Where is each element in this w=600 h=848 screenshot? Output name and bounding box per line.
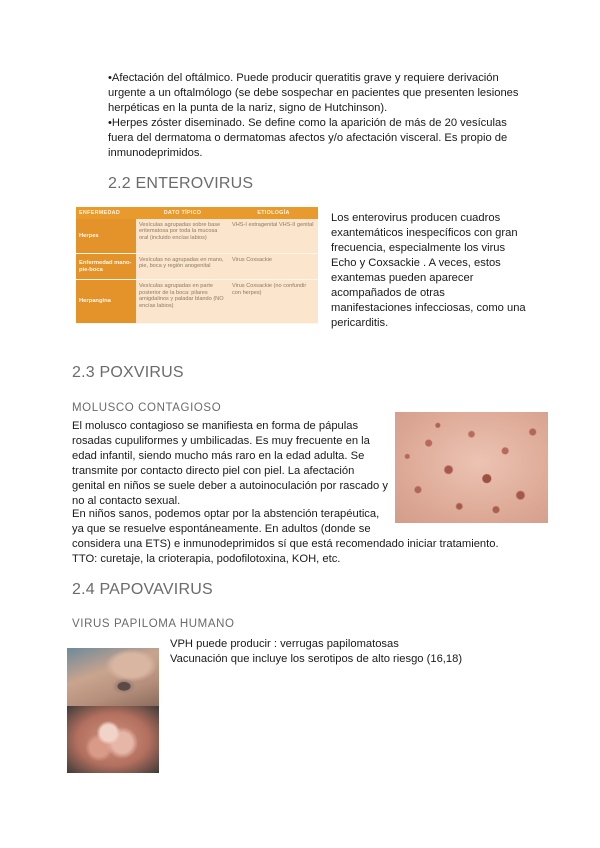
poxvirus-heading: 2.3 POXVIRUS (72, 364, 184, 381)
vph-line-1: VPH puede producir : verrugas papilomatosas (170, 638, 399, 650)
table-cell-etiology: VHS-I extragenital VHS-II genital (229, 219, 318, 253)
molusco-treatment-b: considera una ETS) e inmunodeprimidos sí que está recomendado iniciar tratamiento. (72, 538, 499, 550)
table-cell-etiology: Virus Coxsackie (no confundir con herpes) (229, 280, 318, 324)
bullet-zoster-diseminado: •Herpes zóster diseminado. Se define como la aparición de más de 20 vesículas fuera del dermatoma o dermatomas afectos y/o afectación visceral. Es propio de inmunodeprimidos. (108, 117, 508, 159)
molusco-tto: TTO: curetaje, la crioterapia, podofilotoxina, KOH, etc. (72, 553, 341, 565)
table-row (76, 253, 318, 279)
table-cell-fact: Vesículas no agrupadas en mano, pie, boca y región anogenital (136, 253, 229, 279)
molusco-skin-photo (395, 412, 548, 523)
table-cell-disease: Herpes (76, 219, 136, 253)
table-row (76, 280, 318, 324)
table-header-etiologia: ETIOLOGÍA (229, 207, 318, 219)
enterovirus-description: Los enterovirus producen cuadros exantemáticos inespecíficos con gran frecuencia, especialmente los virus Echo y Coxsackie . A veces, estos exantemas pueden aparecer acompañados de otras manifestaciones infecciosas, como una pericarditis. (331, 212, 526, 329)
molusco-subheading: MOLUSCO CONTAGIOSO (72, 402, 222, 414)
table-cell-etiology: Virus Coxsackie (229, 253, 318, 279)
table-cell-disease: Enfermedad mano-pie-boca (76, 253, 136, 279)
table-header-dato: DATO TÍPICO (136, 207, 229, 219)
enterovirus-table-image (76, 207, 318, 324)
table-row (76, 219, 318, 253)
table-cell-fact: Vesículas agrupadas sobre base eritematosa por toda la mucosa oral (incluido encías labios) (136, 219, 229, 253)
table-cell-fact: Vesículas agrupadas en parte posterior de la boca: pilares amigdalinos y paladar blando (NO encías labios) (136, 280, 229, 324)
vph-line-2: Vacunación que incluye los serotipos de alto riesgo (16,18) (170, 653, 463, 665)
enterovirus-heading: 2.2 ENTEROVIRUS (108, 175, 254, 192)
molusco-treatment-a: En niños sanos, podemos optar por la abstención terapéutica, ya que se resuelve espontáneamente. En adultos (donde se (72, 508, 380, 535)
vph-subheading: VIRUS PAPILOMA HUMANO (72, 618, 235, 630)
molusco-description: El molusco contagioso se manifiesta en forma de pápulas rosadas cupuliformes y umbilicadas. Es muy frecuente en la edad infantil, siendo mucho más raro en la edad adulta. Se transmite por contacto directo piel con piel. La afectación genital en niños se suele deber a autoinoculación por rascado y no al contacto sexual. (72, 420, 388, 507)
bullet-oftalmico: •Afectación del oftálmico. Puede producir queratitis grave y requiere derivación urgente a un oftalmólogo (se debe sospechar en pacientes que presenten lesiones herpéticas en la punta de la nariz, signo de Hutchinson). (108, 72, 519, 114)
papilloma-lesion-photo (67, 706, 159, 773)
table-cell-disease: Herpangina (76, 280, 136, 324)
papovavirus-heading: 2.4 PAPOVAVIRUS (72, 581, 213, 598)
wart-hand-photo (67, 648, 159, 706)
table-header-enfermedad: ENFERMEDAD (76, 207, 136, 219)
